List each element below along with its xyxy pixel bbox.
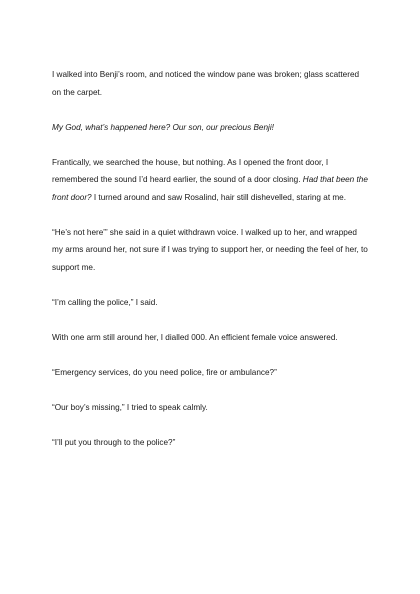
paragraph-9 bbox=[52, 434, 368, 452]
text-run: With one arm still around her, I dialled 000. An efficient female voice answered. bbox=[52, 332, 338, 342]
text-run: “Emergency services, do you need police, fire or ambulance?” bbox=[52, 367, 277, 377]
text-run: “Our boy’s missing,” I tried to speak calmly. bbox=[52, 402, 208, 412]
italic-text-run: Had that been the front door? bbox=[52, 175, 368, 202]
paragraph-7 bbox=[52, 364, 368, 382]
text-run: “I’ll put you through to the police?” bbox=[52, 437, 176, 447]
paragraph-8 bbox=[52, 399, 368, 417]
text-run: “He’s not here”’ she said in a quiet withdrawn voice. I walked up to her, and wrapped my arms around her, not sure if I was trying to support her, or needing the feel of her, to support me. bbox=[52, 227, 368, 272]
text-run: “I’m calling the police,” I said. bbox=[52, 297, 158, 307]
paragraph-6 bbox=[52, 329, 368, 347]
italic-text-run: My God, what’s happened here? Our son, our precious Benji! bbox=[52, 122, 274, 132]
text-run: I walked into Benji’s room, and noticed the window pane was broken; glass scattered on the carpet. bbox=[52, 70, 360, 97]
text-run: I turned around and saw Rosalind, hair still dishevelled, staring at me. bbox=[91, 192, 347, 202]
text-run: Frantically, we searched the house, but nothing. As I opened the front door, I remembered the sound I’d heard earlier, the sound of a door closing. bbox=[52, 157, 329, 184]
paragraph-2 bbox=[52, 119, 368, 137]
paragraph-1 bbox=[52, 66, 368, 101]
paragraph-5 bbox=[52, 294, 368, 312]
paragraph-4 bbox=[52, 224, 368, 277]
paragraph-3 bbox=[52, 154, 368, 207]
